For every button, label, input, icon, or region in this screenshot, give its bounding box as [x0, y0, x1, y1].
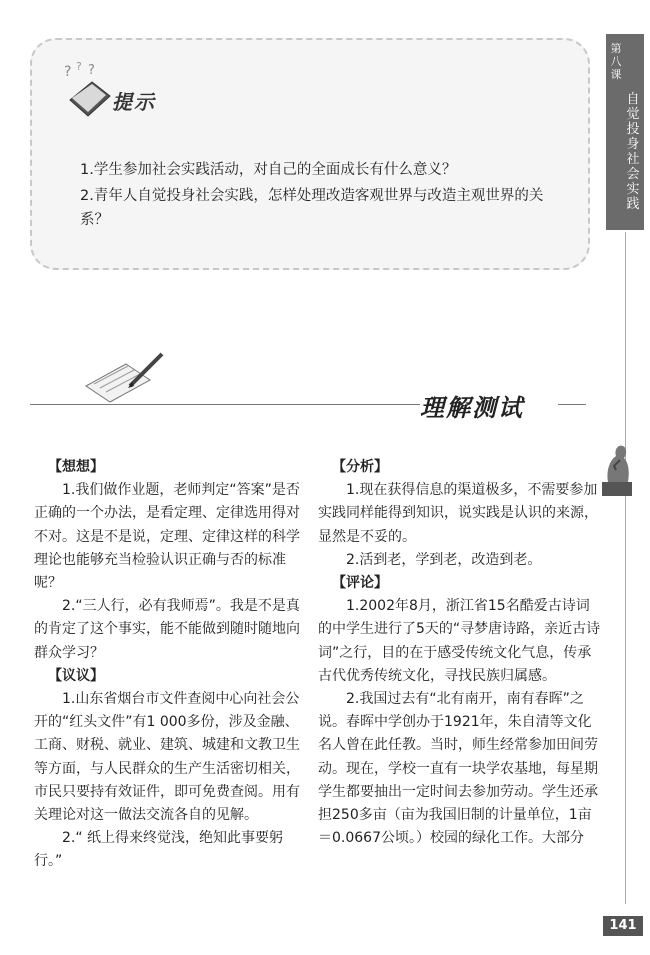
svg-text:?: ?	[64, 64, 72, 80]
analyze-heading: 【分析】	[332, 459, 388, 475]
left-column	[34, 456, 306, 874]
comment-item-2: 2.我国过去有“北有南开，南有春晖”之说。春晖中学创办于1921年，朱自清等文化名人曾在此任教。当时，师生经常参加田间劳动。现在，学校一直有一块学农基地，每星期学生都要抽出一定时间去参加劳动。学生还承担250多亩（亩为我国旧制的计量单位，1亩＝0.0667公顷。）校园的绿化工作。大部分	[318, 691, 598, 847]
svg-text:?: ?	[76, 60, 82, 73]
chapter-side-tab	[606, 34, 644, 230]
section-divider-right	[558, 404, 586, 405]
hint-question-2: 2.青年人自觉投身社会实践，怎样处理改造客观世界与改造主观世界的关系？	[80, 188, 544, 228]
hint-question-1: 1.学生参加社会实践活动，对自己的全面成长有什么意义？	[80, 162, 457, 178]
hint-box	[30, 38, 590, 270]
lesson-label: 第八课	[610, 42, 622, 81]
think-item-2: 2.“三人行，必有我师焉”。我是不是真的肯定了这个事实，能不能做到随时随地向群众学习？	[34, 598, 300, 661]
pencil-notepad-icon	[80, 346, 170, 406]
right-column	[318, 456, 602, 850]
discuss-heading: 【议议】	[48, 667, 104, 684]
discuss-item-1: 1.山东省烟台市文件查阅中心向社会公开的“红头文件”有1 000多份，涉及金融、工商、财税、就业、建筑、城建和文教卫生等方面，与人民群众的生产生活密切相关，市民只要持有效证件，即可免费查阅。用有关理论对这一做法交流各自的见解。	[34, 691, 300, 824]
notebook-icon	[62, 60, 114, 120]
analyze-item-2: 2.活到老，学到老，改造到老。	[346, 551, 542, 568]
comment-item-1: 1.2002年8月，浙江省15名酷爱古诗词的中学生进行了5天的“寻梦唐诗路，亲近古诗词”之行，目的在于感受传统文化气息，传承古代优秀传统文化，寻找民族归属感。	[318, 598, 601, 684]
hint-title: 提示	[112, 90, 156, 114]
think-heading: 【想想】	[48, 459, 104, 475]
svg-text:?: ?	[88, 63, 95, 78]
lesson-topic: 自觉投身社会实践	[626, 92, 640, 212]
side-divider-line	[625, 232, 626, 904]
thinker-statue-icon	[596, 436, 638, 498]
think-item-1: 1.我们做作业题，老师判定“答案”是否正确的一个办法，是看定理、定律选用得对不对。这是不是说，定理、定律这样的科学理论也能够充当检验认识正确与否的标准呢？	[34, 482, 300, 592]
section-title: 理解测试	[420, 394, 524, 422]
discuss-item-2: 2.“ 纸上得来终觉浅，绝知此事要躬行。”	[34, 830, 284, 870]
section-divider-left	[30, 404, 420, 405]
page-number: 141	[603, 916, 643, 936]
comment-heading: 【评论】	[332, 575, 388, 592]
analyze-item-1: 1.现在获得信息的渠道极多，不需要参加实践同样能得到知识，说实践是认识的来源，显然是不妥的。	[318, 482, 598, 545]
